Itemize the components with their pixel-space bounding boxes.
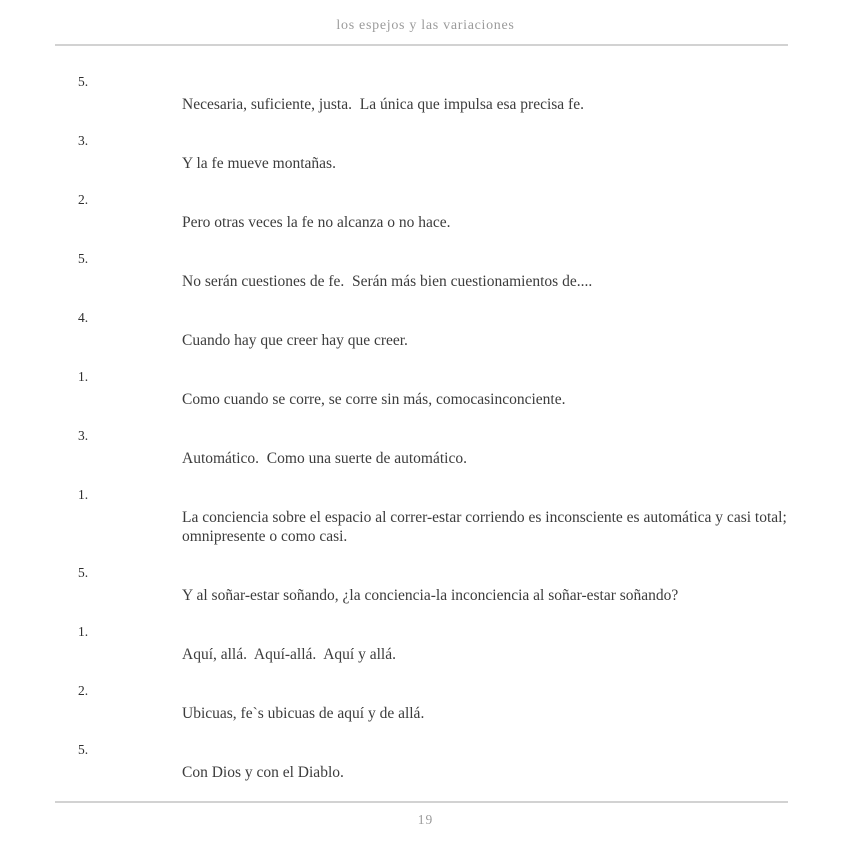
list-item [0, 251, 851, 291]
item-number: 5. [78, 74, 89, 89]
item-number: 3. [78, 428, 89, 443]
item-number: 5. [78, 742, 89, 757]
list-item [0, 192, 851, 232]
list-item [0, 487, 851, 546]
list-item [0, 369, 851, 409]
item-number: 1. [78, 369, 89, 384]
item-text: Como cuando se corre, se corre sin más, comocasinconciente. [182, 391, 566, 408]
item-number: 5. [78, 251, 89, 266]
item-text: Pero otras veces la fe no alcanza o no hace. [182, 214, 451, 231]
list-item [0, 742, 851, 782]
item-number: 3. [78, 133, 89, 148]
item-number: 2. [78, 192, 89, 207]
list-item [0, 565, 851, 605]
item-text: No serán cuestiones de fe. Serán más bien cuestionamientos de.... [182, 273, 593, 290]
list-item [0, 133, 851, 173]
item-text: Aquí, allá. Aquí-allá. Aquí y allá. [182, 646, 396, 663]
item-number: 5. [78, 565, 89, 580]
list-item [0, 74, 851, 114]
item-text: La conciencia sobre el espacio al correr-estar corriendo es inconsciente es automática y casi total; omnipresente o como casi. [182, 509, 791, 545]
item-text: Necesaria, suficiente, justa. La única que impulsa esa precisa fe. [182, 96, 584, 113]
list-item [0, 683, 851, 723]
page-number: 19 [417, 812, 434, 827]
item-number: 2. [78, 683, 89, 698]
item-number: 1. [78, 624, 89, 639]
item-text: Cuando hay que creer hay que creer. [182, 332, 408, 349]
running-header: los espejos y las variaciones [336, 18, 515, 33]
list-item [0, 310, 851, 350]
item-number: 4. [78, 310, 89, 325]
item-text: Ubicuas, fe`s ubicuas de aquí y de allá. [182, 705, 425, 722]
item-text: Y la fe mueve montañas. [182, 155, 336, 172]
verse-list [0, 46, 851, 782]
item-number: 1. [78, 487, 89, 502]
list-item [0, 624, 851, 664]
item-text: Y al soñar-estar soñando, ¿la conciencia-la inconciencia al soñar-estar soñando? [182, 587, 679, 604]
item-text: Con Dios y con el Diablo. [182, 764, 344, 781]
list-item [0, 428, 851, 468]
item-text: Automático. Como una suerte de automático. [182, 450, 467, 467]
